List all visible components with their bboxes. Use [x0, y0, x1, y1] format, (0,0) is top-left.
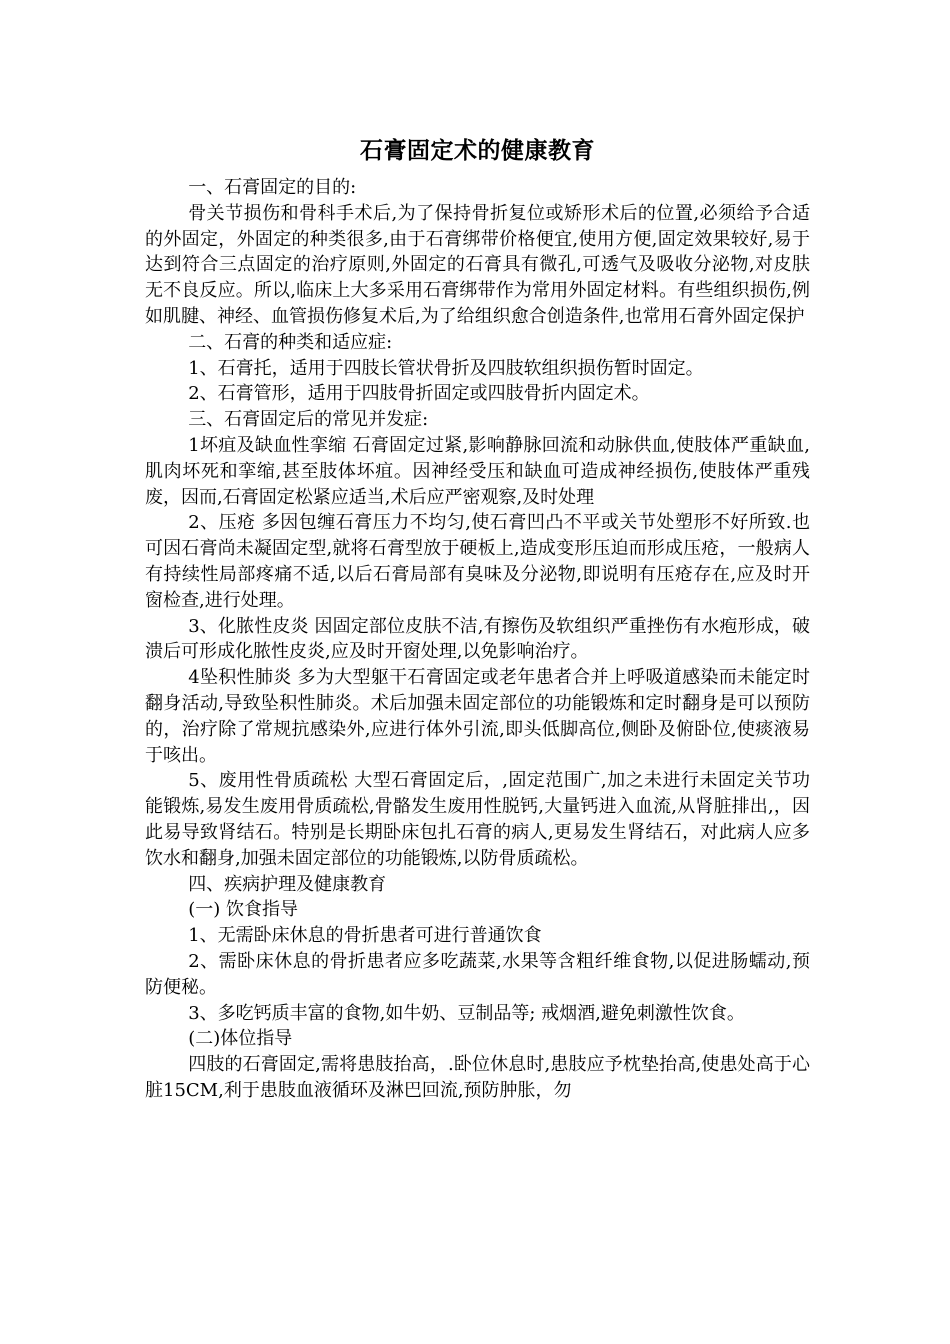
document-title: 石膏固定术的健康教育	[360, 137, 595, 164]
paragraph-position: 四肢的石膏固定,需将患肢抬高，.卧位休息时,患肢应予枕垫抬高,使患处高于心脏15CM,利于患肢血液循环及淋巴回流,预防肿胀，勿	[145, 1054, 810, 1101]
section-heading-nursing: 四、疾病护理及健康教育	[188, 873, 387, 895]
list-item-diet-2: 2、需卧床休息的骨折患者应多吃蔬菜,水果等含粗纤维食物,以促进肠蠕动,预防便秘。	[145, 950, 810, 998]
document-body	[145, 175, 810, 1104]
section-heading-purpose: 一、石膏固定的目的:	[188, 177, 357, 198]
list-item-diet-3: 3、多吃钙质丰富的食物,如牛奶、豆制品等; 戒烟酒,避免刺激性饮食。	[188, 1002, 745, 1024]
paragraph-pressure-sore: 2、压疮 多因包缠石膏压力不均匀,使石膏凹凸不平或关节处塑形不好所致.也可因石膏尚未凝固定型,就将石膏型放于硬板上,造成变形压迫而形成压疮，一般病人有持续性局部疼痛不适,以后石膏局部有臭味及分泌物,即说明有压疮存在,应及时开窗检查,进行处理。	[145, 512, 810, 611]
paragraph-pneumonia: 4坠积性肺炎 多为大型躯干石膏固定或老年患者合并上呼吸道感染而未能定时翻身活动,导致坠积性肺炎。术后加强未固定部位的功能锻炼和定时翻身是可以预防的，治疗除了常规抗感染外,应进行体外引流,即头低脚高位,侧卧及俯卧位,使痰液易于咳出。	[145, 667, 810, 766]
list-item-plaster-splint: 1、石膏托，适用于四肢长管状骨折及四肢软组织损伤暂时固定。	[188, 357, 704, 379]
list-item-diet-1: 1、无需卧床休息的骨折患者可进行普通饮食	[188, 925, 542, 947]
paragraph-purpose: 骨关节损伤和骨科手术后,为了保持骨折复位或矫形术后的位置,必须给予合适的外固定，外固定的种类很多,由于石膏绑带价格便宜,使用方便,固定效果较好,易于达到符合三点固定的治疗原则,外固定的石膏具有微孔,可透气及吸收分泌物,对皮肤无不良反应。所以,临床上大多采用石膏绑带作为常用外固定材料。有些组织损伤,例如肌腱、神经、血管损伤修复术后,为了给组织愈合创造条件,也常用石膏外固定保护	[145, 202, 810, 327]
paragraph-dermatitis: 3、化脓性皮炎 因固定部位皮肤不洁,有擦伤及软组织严重挫伤有水疱形成，破溃后可形成化脓性皮炎,应及时开窗处理,以免影响治疗。	[145, 615, 810, 663]
section-heading-complications: 三、石膏固定后的常见并发症:	[188, 409, 429, 431]
list-item-plaster-cast: 2、石膏管形，适用于四肢骨折固定或四肢骨折内固定术。	[188, 383, 650, 405]
subheading-position: (二)体位指导	[188, 1028, 293, 1050]
subheading-diet: (一) 饮食指导	[188, 899, 298, 921]
document-page	[145, 133, 810, 1104]
section-heading-types: 二、石膏的种类和适应症:	[188, 331, 393, 353]
paragraph-gangrene: 1坏疽及缺血性挛缩 石膏固定过紧,影响静脉回流和动脉供血,使肢体严重缺血,肌肉坏死和挛缩,甚至肢体坏疽。因神经受压和缺血可造成神经损伤,使肢体严重残废，因而,石膏固定松紧应适当,术后应严密观察,及时处理	[145, 434, 810, 508]
paragraph-osteoporosis: 5、废用性骨质疏松 大型石膏固定后，,固定范围广,加之未进行未固定关节功能锻炼,易发生废用骨质疏松,骨骼发生废用性脱钙,大量钙进入血流,从肾脏排出,，因此易导致肾结石。特别是长期卧床包扎石膏的病人,更易发生肾结石，对此病人应多饮水和翻身,加强未固定部位的功能锻炼,以防骨质疏松。	[145, 770, 810, 869]
